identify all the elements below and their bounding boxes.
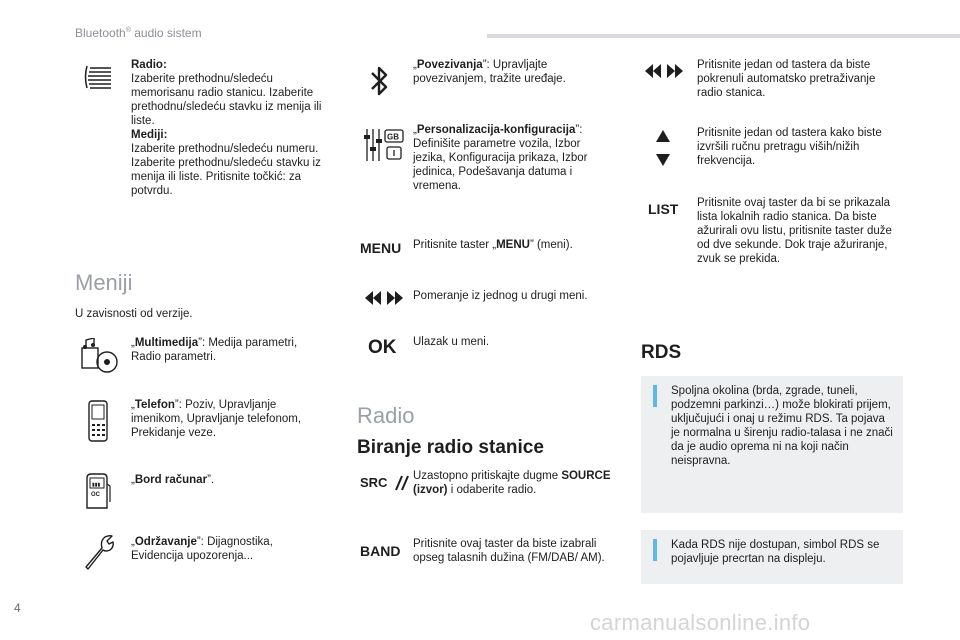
updown-item: Pritisnite jedan od tastera kako biste izvršili ručnu pretragu viših/nižih frekvencija. [697, 127, 882, 167]
personalizacija-item: „Personalizacija-konfiguracija”: Definišite parametre vozila, Izbor jezika, Konfiguracija prikaza, Izbor jedinica, Podešavanja datuma i vremena. [413, 124, 588, 192]
odrzavanje-item: „Održavanje”: Dijagnostika, Evidencija upozorenja... [131, 536, 273, 562]
band-item: Pritisnite ovaj taster da biste izabrali opseg talasnih dužina (FM/DAB/ AM). [413, 538, 605, 564]
svg-text:OC: OC [91, 492, 100, 498]
radio-label: Radio: [131, 59, 167, 71]
telefon-item: „Telefon”: Poziv, Upravljanje imenikom, Upravljanje telefonom, Prekidanje veze. [131, 399, 302, 439]
up-down-arrows-icon [654, 128, 672, 173]
double-arrows-icon [363, 290, 405, 311]
povezivanja-item: „Povezivanja”: Upravljajte povezivanjem, tražite uređaje. [413, 59, 566, 85]
bord-item: „Bord računar”. [131, 474, 215, 486]
media-text: Izaberite prethodnu/sledeću numeru. Izaberite prethodnu/sledeću stavku iz menija ili liste. Pritisnite točkić: za potvrdu. [131, 143, 321, 197]
rds-title: RDS [641, 342, 682, 363]
ok-button-icon: OK [368, 337, 397, 358]
menu-button-icon: MENU [360, 240, 402, 256]
settings-icon [363, 127, 405, 168]
menu-item: Pritisnite taster „MENU” (meni). [413, 239, 573, 251]
rds-note-2: Kada RDS nije dostupan, simbol RDS se pojavljuje precrtan na displeju. [641, 530, 903, 584]
menus-intro: U zavisnosti od verzije. [75, 308, 193, 320]
rds-note-1: Spoljna okolina (brda, zgrade, tuneli, podzemni parkinzi…) može blokirati prijem, uključujući i onaj u režimu RDS. Ta pojava je normalna u širenju radio-talasa i ne znači da je audio oprema ni na koji način neispravna. [641, 376, 903, 513]
radio-title: Radio [357, 403, 415, 428]
svg-text:▮▮▮: ▮▮▮ [92, 482, 101, 488]
trip-computer-icon [84, 472, 112, 515]
multimedia-icon [80, 338, 120, 379]
multimedia-item: „Multimedija”: Medija parametri, Radio parametri. [131, 337, 298, 363]
seek-arrows-icon [643, 63, 685, 84]
info-bar [653, 539, 657, 561]
src-item: Uzastopno pritiskajte dugme SOURCE (izvor) i odaberite radio. [413, 470, 611, 496]
band-button-icon: BAND [360, 543, 401, 559]
list-item: Pritisnite ovaj taster da bi se prikazala lista lokalnih radio stanica. Da biste ažurirali ovu listu, pritisnite taster duže od dve sekunde. Dok traje ažuriranje, zvuk se prekida. [697, 197, 892, 265]
src-button-icon: SRC [360, 474, 412, 492]
wrench-icon [82, 534, 116, 575]
seek-item: Pritisnite jedan od tastera da biste pokrenuli automatsko pretraživanje radio stanica. [697, 59, 876, 99]
media-label: Mediji: [131, 129, 168, 141]
radio-text: Izaberite prethodnu/sledeću memorisanu radio stanicu. Izaberite prethodnu/sledeću stavku iz menija ili liste. [131, 73, 322, 127]
svg-text:GB: GB [387, 132, 399, 142]
arrows-item: Pomeranje iz jednog u drugi meni. [413, 290, 588, 302]
ok-item: Ulazak u meni. [413, 336, 490, 348]
biranje-title: Biranje radio stanice [357, 437, 544, 458]
page-number: 4 [14, 601, 21, 615]
list-button-icon: LIST [648, 201, 679, 217]
phone-icon [87, 400, 109, 447]
watermark: carmanualsonline.info [590, 610, 811, 635]
info-bar [653, 385, 657, 407]
header-title: Bluetooth® audio sistem [75, 26, 202, 40]
list-lines-icon [83, 62, 113, 97]
header-rule [487, 34, 960, 38]
bluetooth-icon [369, 63, 391, 104]
radio-media-block [131, 58, 331, 198]
menus-title: Meniji [75, 270, 133, 295]
